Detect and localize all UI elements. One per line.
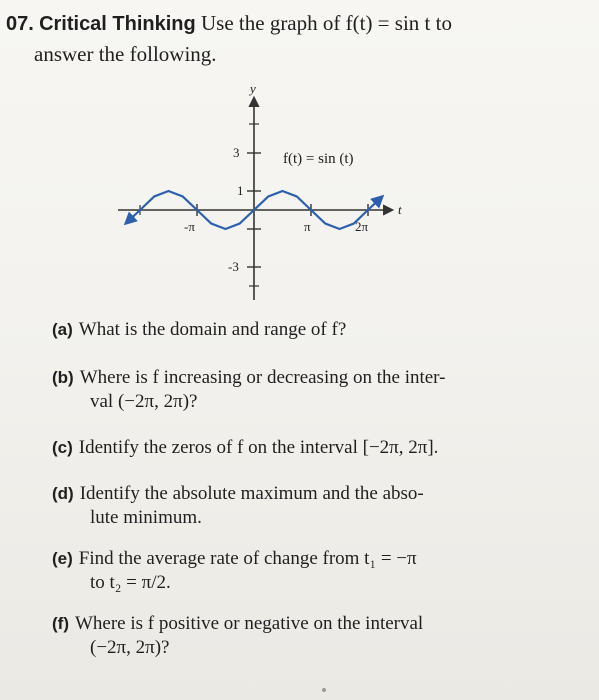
x-tick-label-2pi: 2π <box>355 219 369 234</box>
t-axis-label: t <box>398 202 402 217</box>
question-d-label: (d) <box>52 484 74 503</box>
question-b-label: (b) <box>52 368 74 387</box>
question-e <box>52 547 552 595</box>
question-a-text: What is the domain and range of f? <box>78 319 347 340</box>
y-tick-label-3: 3 <box>233 145 240 160</box>
page-mark-dot <box>322 688 326 692</box>
function-label: f(t) = sin (t) <box>283 151 354 167</box>
question-a-label: (a) <box>52 320 73 339</box>
problem-intro-line1: Use the graph of f(t) = sin t to <box>201 11 452 35</box>
question-c-label: (c) <box>52 438 73 457</box>
question-f-line1: Where is f positive or negative on the interval <box>74 613 424 634</box>
y-tick-label-1: 1 <box>237 183 244 198</box>
question-f <box>52 612 552 660</box>
problem-header <box>6 8 586 69</box>
problem-intro-line2: answer the following. <box>34 42 217 66</box>
sine-curve <box>126 191 383 229</box>
question-a <box>52 318 552 342</box>
question-e-line1: Find the average rate of change from t₁ = −π <box>78 548 417 569</box>
x-tick-label-pi: π <box>304 219 311 234</box>
question-d-line2: lute minimum. <box>90 507 202 528</box>
problem-number: 07. <box>6 13 34 35</box>
problem-title: Critical Thinking <box>39 13 196 35</box>
y-tick-label-neg3: -3 <box>228 259 239 274</box>
question-f-line2: (−2π, 2π)? <box>90 637 170 658</box>
question-d-line1: Identify the absolute maximum and the abso- <box>79 483 424 504</box>
question-b-line1: Where is f increasing or decreasing on the inter- <box>79 367 446 388</box>
y-axis-label: y <box>250 81 256 96</box>
question-f-label: (f) <box>52 614 69 633</box>
question-c-text: Identify the zeros of f on the interval [−2π, 2π]. <box>78 437 439 458</box>
question-c <box>52 436 552 460</box>
question-e-label: (e) <box>52 549 73 568</box>
x-tick-label-neg-pi: -π <box>184 219 195 234</box>
question-d <box>52 482 552 530</box>
question-e-line2: to t₂ = π/2. <box>90 572 171 593</box>
question-b-line2: val (−2π, 2π)? <box>90 391 198 412</box>
question-b <box>52 366 552 414</box>
